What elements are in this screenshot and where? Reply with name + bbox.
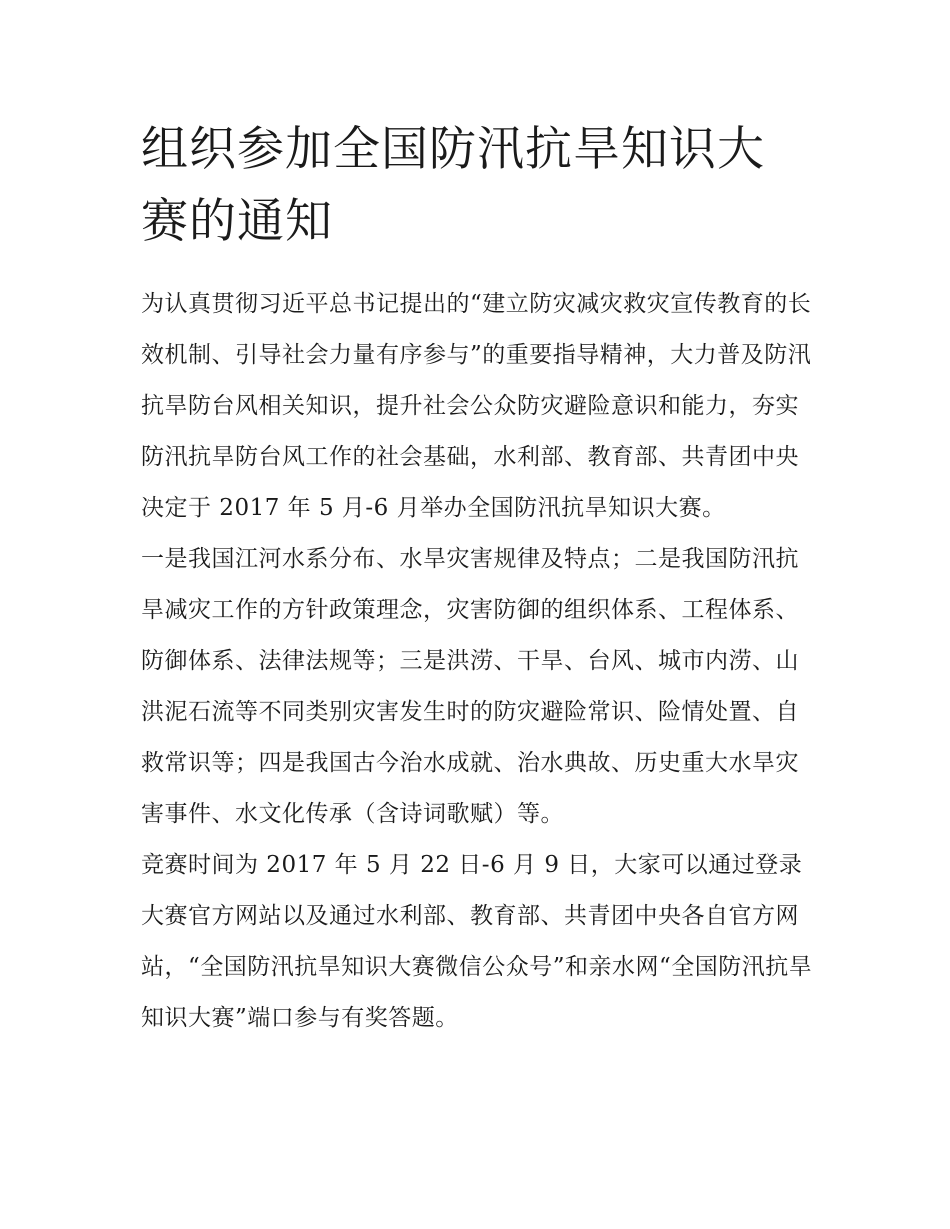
paragraph-contents: 一是我国江河水系分布、水旱灾害规律及特点；二是我国防汛抗旱减灾工作的方针政策理念，灾害防御的组织体系、工程体系、防御体系、法律法规等；三是洪涝、干旱、台风、城市内涝、山洪泥石流等不同类别灾害发生时的防灾避险常识、险情处置、自救常识等；四是我国古今治水成就、治水典故、历史重大水旱灾害事件、水文化传承（含诗词歌赋）等。 xyxy=(141,546,799,827)
document-body xyxy=(141,279,815,1044)
paragraph-purpose: 为认真贯彻习近平总书记提出的“建立防灾减灾救灾宣传教育的长效机制、引导社会力量有序参与”的重要指导精神，大力普及防汛抗旱防台风相关知识，提升社会公众防灾避险意识和能力，夯实防汛抗旱防台风工作的社会基础，水利部、教育部、共青团中央决定于 2017 年 5 月-6 月举办全国防汛抗旱知识大赛。 xyxy=(141,291,812,521)
paragraph-schedule: 竞赛时间为 2017 年 5 月 22 日-6 月 9 日，大家可以通过登录大赛官方网站以及通过水利部、教育部、共青团中央各自官方网站，“全国防汛抗旱知识大赛微信公众号”和亲水网“全国防汛抗旱知识大赛”端口参与有奖答题。 xyxy=(141,852,813,1031)
document-title: 组织参加全国防汛抗旱知识大赛的通知 xyxy=(141,122,765,249)
